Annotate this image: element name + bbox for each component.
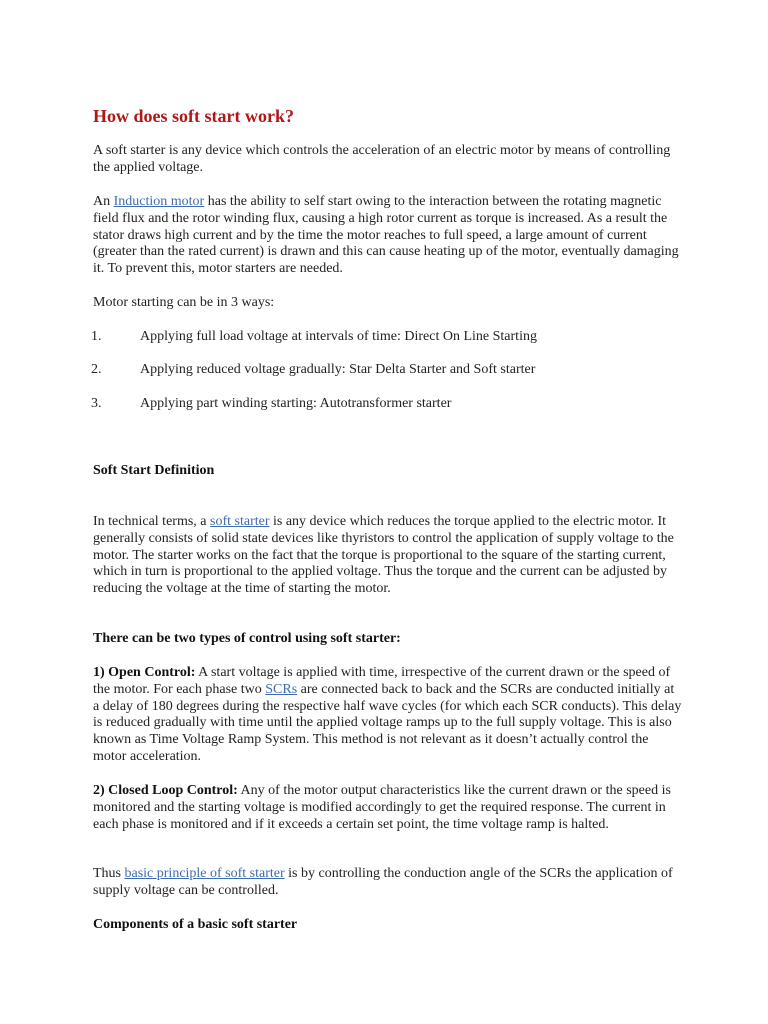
ways-intro: Motor starting can be in 3 ways: (93, 295, 275, 310)
text-segment: Thus (93, 866, 125, 881)
list-number: 3. (91, 396, 102, 411)
induction-motor-link[interactable]: Induction motor (113, 194, 205, 209)
components-heading: Components of a basic soft starter (93, 917, 298, 932)
list-item (93, 396, 683, 413)
control-types-heading: There can be two types of control using soft starter: (93, 631, 401, 646)
text-segment: has the ability to self start owing to the interaction between the rotating magnetic field flux and the rotor winding flux, causing a high rotor current as torque is increased. As a result the stator draws high current and by the time the motor reaches to full speed, a large amount of current (greater than the rated current) is drawn and this can cause heating up of the motor, eventually damaging it. To prevent this, motor starters are needed. (93, 194, 679, 277)
open-control-label: 1) Open Control: (93, 665, 196, 680)
text-segment: are connected back to back and the SCRs are conducted initially at a delay of 180 degrees during the respective half wave cycles (for which each SCR conducts). This delay is reduced gradually with time until the applied voltage ramps up to the full supply voltage. This is also known as Time Voltage Ramp System. This method is not relevant as it doesn’t actually control the motor acceleration. (93, 681, 682, 764)
definition-paragraph (93, 514, 683, 598)
text-segment: In technical terms, a (93, 514, 211, 529)
list-item (93, 329, 683, 346)
induction-motor-paragraph (93, 194, 683, 278)
list-text: Applying full load voltage at intervals of time: Direct On Line Starting (140, 329, 537, 344)
text-segment: Any of the motor output characteristics like the current drawn or the speed is monitored and the starting voltage is modified accordingly to get the required response. The current in each phase is monitored and if it exceeds a certain set point, the time voltage ramp is halted. (93, 783, 671, 832)
text-segment: A start voltage is applied with time, irrespective of the current drawn or the speed of the motor. For each phase two (93, 665, 671, 697)
soft-starter-link[interactable]: soft starter (210, 514, 270, 529)
list-text: Applying part winding starting: Autotransformer starter (140, 396, 452, 411)
closed-loop-paragraph (93, 783, 683, 833)
text-segment: An (93, 194, 114, 209)
list-item (93, 362, 683, 379)
scrs-link[interactable]: SCRs (265, 681, 298, 697)
text-segment: is any device which reduces the torque applied to the electric motor. It generally consists of solid state devices like thyristors to control the application of supply voltage to the motor. The starter works on the fact that the torque is proportional to the square of the starting current, which in turn is proportional to the applied voltage. Thus the torque and the current can be adjusted by reducing the voltage at the time of starting the motor. (93, 514, 674, 597)
list-number: 1. (91, 329, 102, 344)
definition-heading: Soft Start Definition (93, 463, 215, 478)
open-control-paragraph (93, 665, 683, 766)
intro-paragraph: A soft starter is any device which controls the acceleration of an electric motor by means of controlling the applied voltage. (93, 143, 671, 175)
basic-principle-link[interactable]: basic principle of soft starter (124, 866, 285, 881)
principle-paragraph (93, 866, 683, 900)
list-number: 2. (91, 362, 102, 377)
closed-loop-label: 2) Closed Loop Control: (93, 783, 238, 798)
page-title: How does soft start work? (93, 106, 294, 126)
text-segment: is by controlling the conduction angle of the SCRs the application of supply voltage can be controlled. (93, 866, 673, 898)
list-text: Applying reduced voltage gradually: Star Delta Starter and Soft starter (140, 362, 536, 377)
